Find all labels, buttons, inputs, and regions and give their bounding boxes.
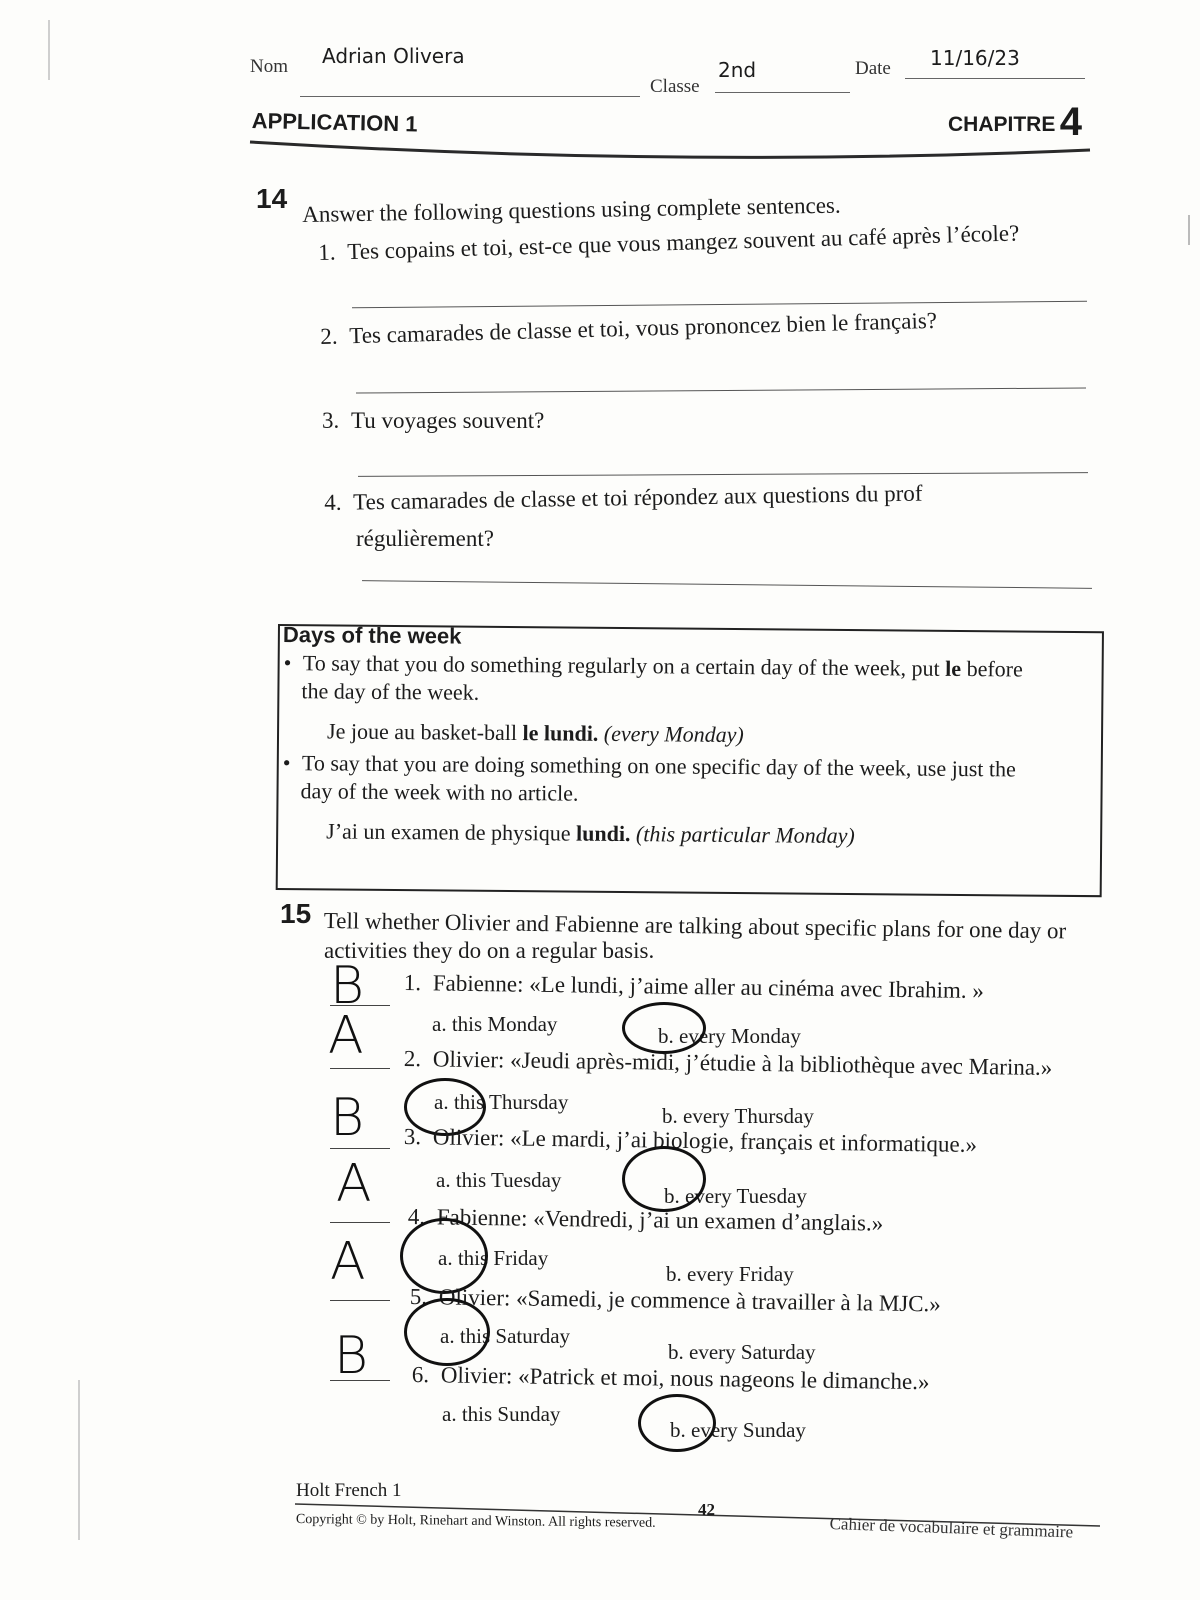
answer-blank-3[interactable] [330, 1148, 390, 1149]
answer-line-3[interactable] [358, 472, 1088, 477]
footer-copyright: Copyright © by Holt, Rinehart and Winston. All rights reserved. [295, 1512, 656, 1531]
example-2-italic: (this particular Monday) [630, 821, 855, 849]
item-6-speaker: Olivier: [440, 1362, 513, 1389]
example-2-text: J’ai un examen de physique [326, 818, 577, 846]
answer-line-1[interactable] [352, 301, 1087, 308]
example-2 [326, 818, 855, 849]
header-rule [0, 0, 1200, 180]
exercise-15-number: 15 [280, 898, 312, 929]
question-2-number: 2. [320, 323, 338, 349]
answer-line-2[interactable] [356, 387, 1086, 393]
item-3-option-b[interactable]: b. every Tuesday [664, 1184, 807, 1208]
chapter-word: CHAPITRE [948, 113, 1056, 136]
handwritten-answer-3: B [330, 1088, 365, 1148]
answer-blank-4[interactable] [330, 1222, 390, 1223]
handwritten-answer-5: A [330, 1232, 366, 1292]
item-1 [404, 970, 984, 1004]
scan-edge-mark [1188, 215, 1190, 245]
example-1-italic: (every Monday) [598, 720, 744, 748]
nom-value: Adrian Olivera [322, 44, 465, 68]
answer-circle-3 [622, 1146, 706, 1212]
handwritten-answer-2: A [328, 1006, 364, 1066]
question-1-number: 1. [318, 239, 336, 265]
item-6-option-a[interactable]: a. this Sunday [442, 1402, 561, 1426]
grammar-box-title: Days of the week [282, 622, 462, 649]
item-3-number: 3. [403, 1124, 422, 1150]
chapter-number: 4 [1059, 100, 1083, 144]
footer-workbook-title: Cahier de vocabulaire et grammaire [829, 1514, 1074, 1542]
question-3 [322, 408, 544, 434]
date-label: Date [855, 58, 891, 79]
exercise-15-instruction-2: activities they do on a regular basis. [324, 938, 655, 963]
answer-circle-1 [622, 1002, 706, 1054]
exercise-14-instruction: Answer the following questions using complete sentences. [302, 192, 841, 227]
item-5-speaker: Olivier: [438, 1284, 511, 1311]
item-2-option-a[interactable]: a. this Thursday [434, 1090, 569, 1114]
item-2-quote: «Jeudi après-midi, j’étudie à la bibliothèque avec Marina.» [509, 1047, 1053, 1081]
question-3-number: 3. [322, 408, 340, 433]
bullet-1-text: To say that you do something regularly on a certain day of the week, put [302, 650, 946, 681]
item-1-option-b[interactable]: b. every Monday [658, 1024, 801, 1048]
footer-book-title: Holt French 1 [296, 1480, 402, 1501]
handwritten-answer-4: A [336, 1154, 372, 1214]
bullet-2-line2: day of the week with no article. [300, 778, 579, 806]
example-1 [327, 718, 744, 748]
answer-circle-4 [400, 1218, 488, 1294]
handwritten-answer-1: B [330, 956, 365, 1016]
item-6-option-b[interactable]: b. every Sunday [670, 1418, 806, 1442]
question-4-number: 4. [324, 489, 342, 515]
bullet-2-dot: • [282, 750, 291, 776]
item-5-number: 5. [409, 1284, 428, 1310]
item-3-speaker: Olivier: [432, 1124, 505, 1151]
item-4-number: 4. [407, 1204, 426, 1230]
item-6 [412, 1362, 930, 1395]
item-2-speaker: Olivier: [432, 1046, 505, 1073]
item-1-number: 1. [403, 970, 422, 996]
answer-blank-2[interactable] [330, 1068, 390, 1069]
item-5-option-b[interactable]: b. every Saturday [668, 1340, 816, 1364]
bullet-2-text: To say that you are doing something on one specific day of the week, use just the [301, 750, 1016, 782]
item-1-speaker: Fabienne: [432, 970, 524, 997]
item-4 [408, 1204, 884, 1237]
item-1-quote: «Le lundi, j’aime aller au cinéma avec Ibrahim. » [529, 971, 985, 1004]
item-4-speaker: Fabienne: [436, 1204, 528, 1231]
item-3-quote: «Le mardi, j’ai biologie, français et informatique.» [509, 1125, 978, 1158]
section-title: APPLICATION 1 [251, 108, 418, 137]
item-1-option-a[interactable]: a. this Monday [432, 1012, 558, 1036]
example-1-bold: le lundi. [522, 720, 599, 746]
exercise-15-instruction-1: Tell whether Olivier and Fabienne are talking about specific plans for one day or [323, 908, 1067, 944]
question-4 [324, 481, 923, 516]
question-4-continued: régulièrement? [356, 526, 494, 551]
handwritten-answer-6: B [334, 1326, 369, 1386]
item-5 [410, 1284, 941, 1317]
question-2 [320, 308, 937, 350]
bullet-1-dot: • [283, 650, 292, 676]
bullet-1-line2: the day of the week. [301, 678, 480, 705]
question-2-text: Tes camarades de classe et toi, vous prononcez bien le français? [348, 307, 938, 349]
item-3-option-a[interactable]: a. this Tuesday [436, 1168, 562, 1192]
classe-label: Classe [650, 76, 700, 97]
item-5-option-a[interactable]: a. this Saturday [440, 1324, 571, 1348]
item-4-option-a[interactable]: a. this Friday [438, 1246, 549, 1270]
item-2-number: 2. [403, 1046, 422, 1072]
grammar-box [276, 624, 1104, 897]
bullet-1-end: before [961, 655, 1023, 682]
question-3-text: Tu voyages souvent? [351, 408, 545, 433]
answer-circle-5 [404, 1298, 490, 1366]
item-2-option-b[interactable]: b. every Thursday [662, 1104, 814, 1128]
nom-label: Nom [250, 56, 288, 77]
answer-circle-6 [638, 1394, 716, 1452]
exercise-14-number: 14 [256, 183, 288, 214]
example-2-bold: lundi. [575, 820, 631, 847]
classe-value: 2nd [718, 58, 757, 82]
item-5-quote: «Samedi, je commence à travailler à la MJC.» [515, 1285, 941, 1317]
question-1 [318, 220, 1020, 266]
item-2 [404, 1046, 1053, 1081]
item-4-option-b[interactable]: b. every Friday [666, 1262, 794, 1286]
item-4-quote: «Vendredi, j’ai un examen d’anglais.» [533, 1205, 884, 1236]
date-value: 11/16/23 [930, 46, 1020, 70]
question-4-text: Tes camarades de classe et toi répondez aux questions du prof [352, 480, 923, 515]
example-1-text: Je joue au basket-ball [326, 718, 523, 746]
item-6-quote: «Patrick et moi, nous nageons le dimanche.» [517, 1363, 930, 1395]
item-6-number: 6. [411, 1362, 430, 1388]
question-1-text: Tes copains et toi, est-ce que vous mangez souvent au café après l’école? [346, 220, 1020, 265]
answer-blank-5[interactable] [330, 1300, 390, 1301]
bullet-1-bold: le [945, 655, 962, 681]
answer-line-4[interactable] [362, 580, 1092, 589]
footer-page-number: 42 [698, 1500, 715, 1519]
